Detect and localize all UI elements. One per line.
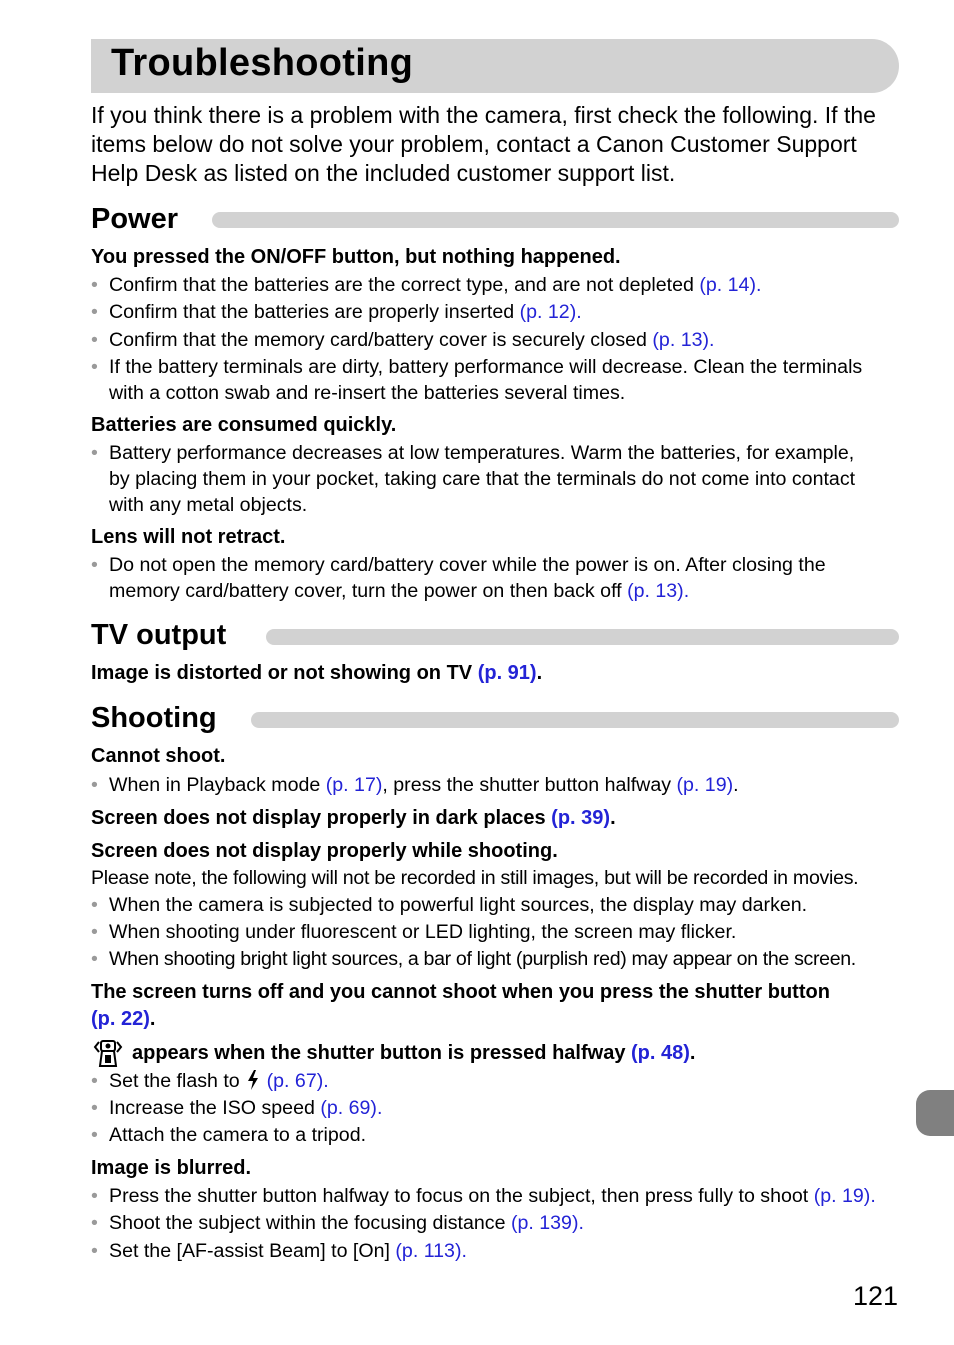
section-bar-power [212,212,899,228]
page-ref-link[interactable]: (p. 13) [652,329,710,351]
intro-paragraph: If you think there is a problem with the camera, first check the following. If the items below do not solve your problem, contact a Canon Customer Support Help Desk as listed on the included customer support list. [91,102,876,186]
list-item: • Do not open the memory card/battery cover while the power is on. After closing the [109,552,826,578]
list-item: • When in Playback mode (p. 17), press the shutter button halfway (p. 19). [109,772,739,798]
page-ref-link[interactable]: (p. 113) [395,1240,462,1262]
list-item: • Confirm that the batteries are the correct type, and are not depleted (p. 14). [109,272,761,298]
list-item: • Attach the camera to a tripod. [109,1122,366,1148]
page-ref-link[interactable]: (p. 91) [477,662,537,684]
page-ref-link[interactable]: (p. 69) [320,1097,377,1119]
question-screen-turns-off: The screen turns off and you cannot shoot when you press the shutter button [91,981,830,1003]
page-ref-link[interactable]: (p. 14) [699,274,756,296]
page-ref-link[interactable]: (p. 13) [627,580,684,602]
list-item: • Battery performance decreases at low temperatures. Warm the batteries, for example, [109,440,854,466]
list-item: • Confirm that the memory card/battery cover is securely closed (p. 13). [109,327,715,353]
page-ref-link[interactable]: (p. 19) [676,774,734,796]
question-shake-warning: appears when the shutter button is pressed halfway (p. 48). [132,1042,696,1064]
list-item: • Shoot the subject within the focusing distance (p. 139). [109,1210,584,1236]
note-text: Please note, the following will not be recorded in still images, but will be recorded in movies. [91,867,859,889]
section-bar-shooting [251,712,899,728]
question-cannot-shoot: Cannot shoot. [91,745,226,767]
question-tv: Image is distorted or not showing on TV (p. 91). [91,662,543,684]
list-item-continuation: memory card/battery cover, turn the power on then back off (p. 13). [109,580,690,602]
list-item: • When the camera is subjected to powerful light sources, the display may darken. [109,892,807,918]
question-blurred: Image is blurred. [91,1157,252,1179]
list-item: • When shooting bright light sources, a bar of light (purplish red) may appear on the screen. [109,946,856,972]
question-on-off: You pressed the ON/OFF button, but nothing happened. [91,246,621,268]
list-item: • If the battery terminals are dirty, battery performance will decrease. Clean the terminals [109,354,862,380]
question-while-shooting: Screen does not display properly while shooting. [91,840,558,862]
page-ref-link[interactable]: (p. 12) [519,301,577,323]
section-title-shooting: Shooting [91,702,217,734]
list-item: • Increase the ISO speed (p. 69). [109,1095,382,1121]
list-item: • Set the [AF-assist Beam] to [On] (p. 113). [109,1238,467,1264]
page-ref-link[interactable]: (p. 67) [266,1070,324,1092]
page-ref-link[interactable]: (p. 19) [813,1185,871,1207]
page-ref-link[interactable]: (p. 39) [551,807,611,829]
page-ref-link[interactable]: (p. 139) [510,1212,579,1234]
list-item: • Set the flash to (p. 67). [109,1068,329,1094]
chapter-side-tab [916,1090,954,1136]
flash-icon [247,1070,259,1090]
section-title-tv-output: TV output [91,619,227,651]
list-item: • Confirm that the batteries are properly inserted (p. 12). [109,299,582,325]
camera-shake-icon [93,1038,123,1068]
page-title: Troubleshooting [111,42,414,84]
list-item-continuation: with a cotton swab and re-insert the batteries several times. [109,382,626,404]
section-title-power: Power [91,203,179,235]
page-number: 121 [853,1281,899,1311]
page-ref-link[interactable]: (p. 17) [325,774,383,796]
list-item: • Press the shutter button halfway to focus on the subject, then press fully to shoot (p. 19). [109,1183,876,1209]
list-item-continuation: with any metal objects. [109,494,308,516]
list-item-continuation: by placing them in your pocket, taking care that the terminals do not come into contact [109,468,856,490]
question-batteries: Batteries are consumed quickly. [91,414,397,436]
section-bar-tv-output [266,629,899,645]
list-item: • When shooting under fluorescent or LED lighting, the screen may flicker. [109,919,736,945]
question-lens: Lens will not retract. [91,526,286,548]
page-ref-link[interactable]: (p. 22) [91,1008,150,1030]
question-dark-places: Screen does not display properly in dark places (p. 39). [91,807,616,829]
page-ref-link[interactable]: (p. 48) [631,1042,690,1064]
question-screen-turns-off-ref: (p. 22). [91,1008,156,1030]
